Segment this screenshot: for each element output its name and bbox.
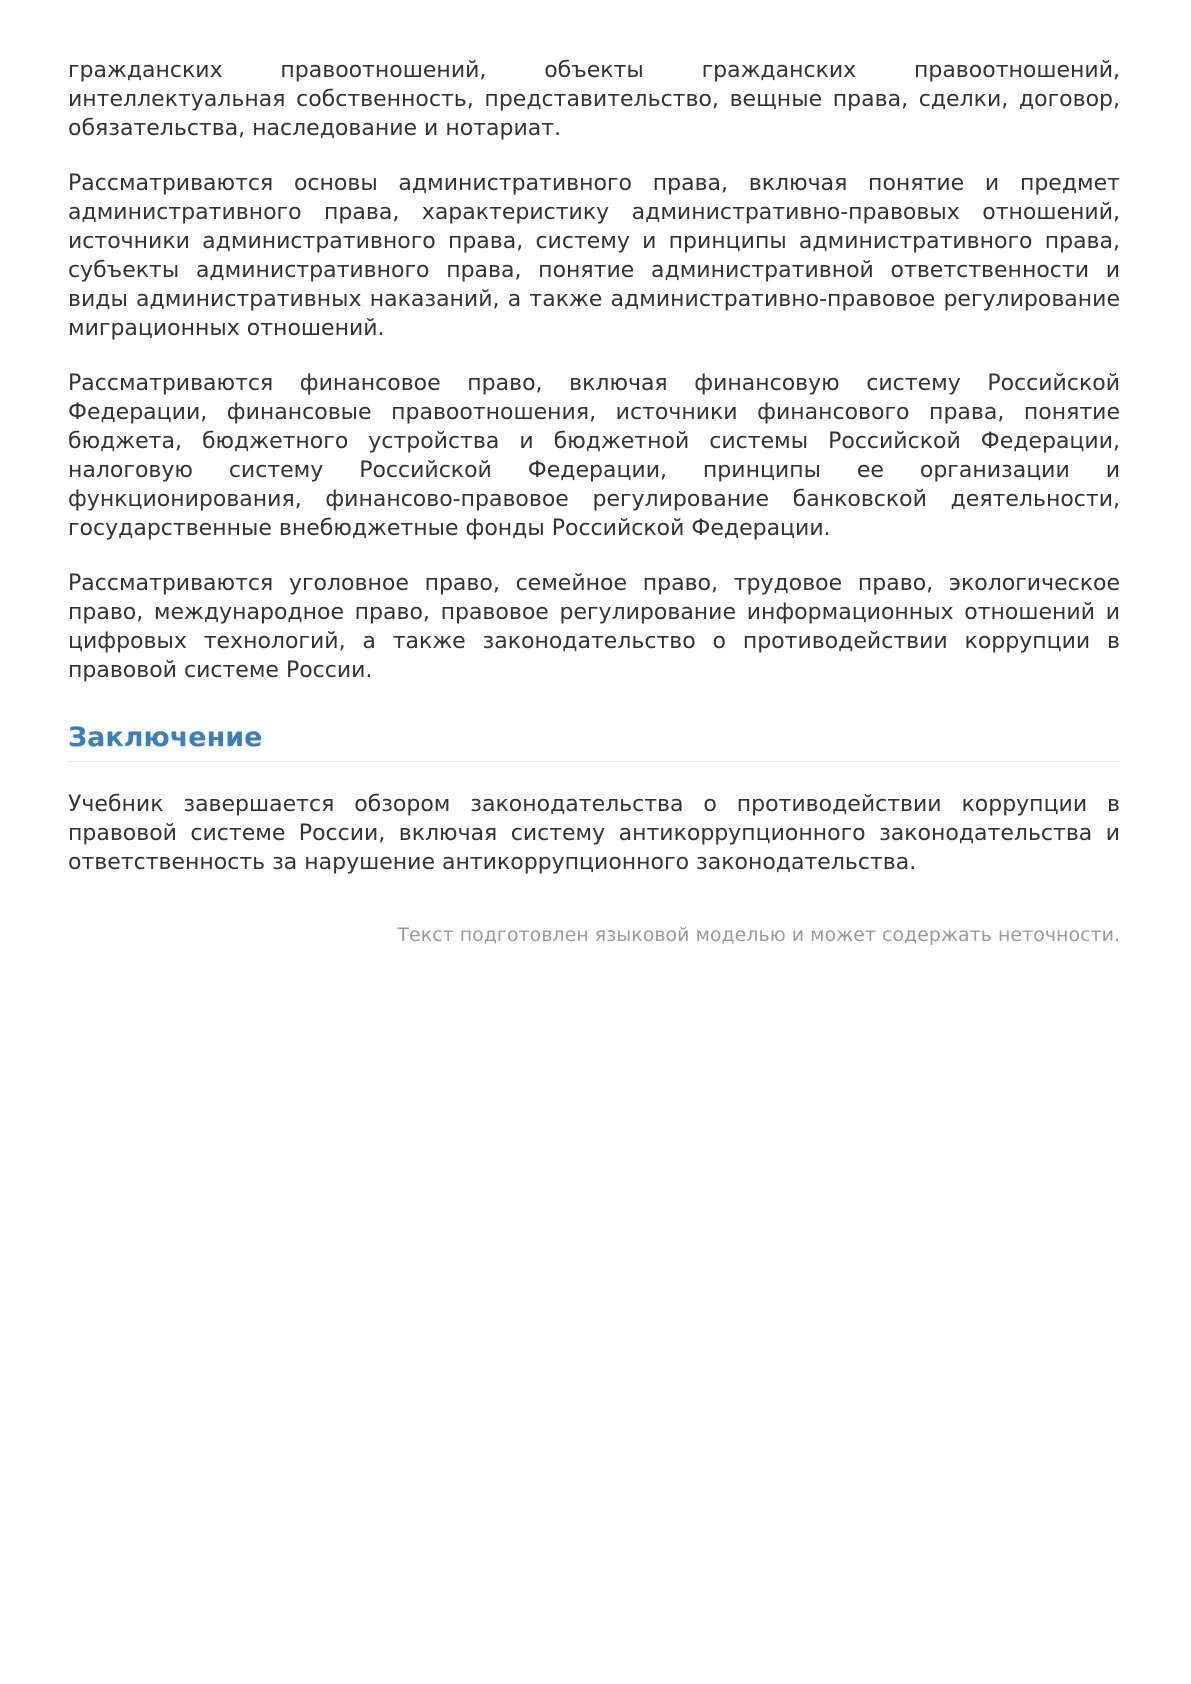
conclusion-heading: Заключение <box>68 721 1120 762</box>
document-page <box>68 56 1120 947</box>
conclusion-text: Учебник завершается обзором законодательства о противодействии коррупции в правовой системе России, включая систему антикоррупционного законодательства и ответственность за нарушение антикоррупционного законодательства. <box>68 792 1120 875</box>
ai-disclaimer-note: Текст подготовлен языковой моделью и может содержать неточности. <box>397 924 1120 946</box>
paragraph-other-branches: Рассматриваются уголовное право, семейное право, трудовое право, экологическое право, международное право, правовое регулирование информационных отношений и цифровых технологий, а также законодательство о противодействии коррупции в правовой системе России. <box>68 571 1120 683</box>
paragraph-financial-law: Рассматриваются финансовое право, включая финансовую систему Российской Федерации, финансовые правоотношения, источники финансового права, понятие бюджета, бюджетного устройства и бюджетной системы Российской Федерации, налоговую систему Российской Федерации, принципы ее организации и функционирования, финансово-правовое регулирование банковской деятельности, государственные внебюджетные фонды Российской Федерации. <box>68 371 1120 541</box>
paragraph-civil-law: гражданских правоотношений, объекты гражданских правоотношений, интеллектуальная собственность, представительство, вещные права, сделки, договор, обязательства, наследование и нотариат. <box>68 58 1120 141</box>
paragraph-administrative-law: Рассматриваются основы административного права, включая понятие и предмет административного права, характеристику административно-правовых отношений, источники административного права, систему и принципы административного права, субъекты административного права, понятие административной ответственности и виды административных наказаний, а также административно-правовое регулирование миграционных отношений. <box>68 171 1120 341</box>
